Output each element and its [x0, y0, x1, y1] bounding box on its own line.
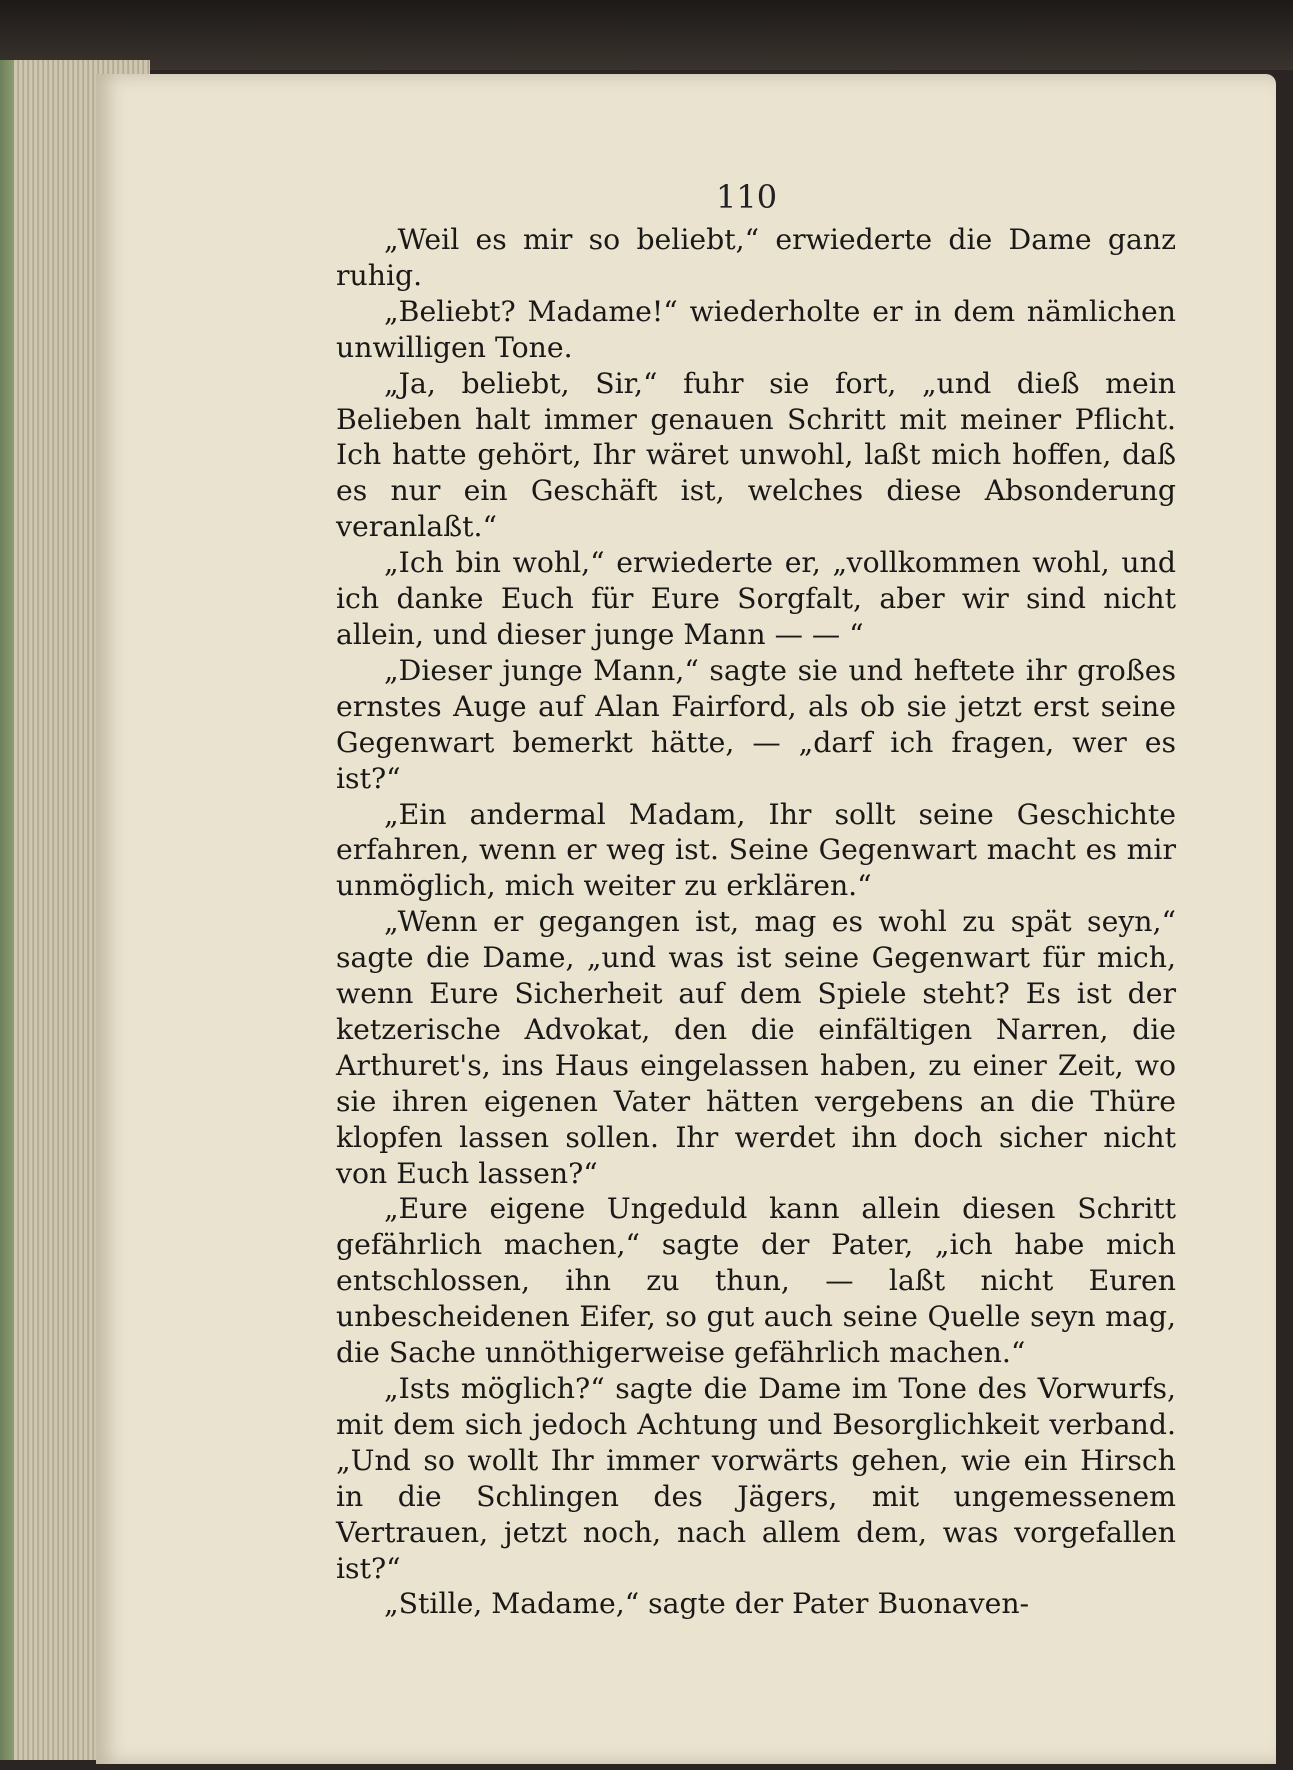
page-number: 110: [716, 178, 778, 216]
paragraph-6: „Ein andermal Madam, Ihr sollt seine Geschichte erfahren, wenn er weg ist. Seine Gegenwart macht es mir unmöglich, mich weiter zu erklären.“: [336, 797, 1176, 903]
paragraph-1: „Weil es mir so beliebt,“ erwiederte die Dame ganz ruhig.: [336, 223, 1176, 292]
paragraph-7: „Wenn er gegangen ist, mag es wohl zu spät seyn,“ sagte die Dame, „und was ist seine Gegenwart für mich, wenn Eure Sicherheit auf dem Spiele steht? Es ist der ketzerische Advokat, den die einfältigen Narren, die Arthuret's, ins Haus eingelassen haben, zu einer Zeit, wo sie ihren eigenen Vater hätten vergebens an die Thüre klopfen lassen sollen. Ihr werdet ihn doch sicher nicht von Euch lassen?“: [336, 905, 1176, 1190]
paragraph-8: „Eure eigene Ungeduld kann allein diesen Schritt gefährlich machen,“ sagte der Pater, „ich habe mich entschlossen, ihn zu thun, — laßt nicht Euren unbescheidenen Eifer, so gut auch seine Quelle seyn mag, die Sache unnöthigerweise gefährlich machen.“: [336, 1192, 1176, 1370]
paragraph-5: „Dieser junge Mann,“ sagte sie und heftete ihr großes ernstes Auge auf Alan Fairford, als ob sie jetzt erst seine Gegenwart bemerkt hätte, — „darf ich fragen, wer es ist?“: [336, 653, 1176, 795]
paragraph-4: „Ich bin wohl,“ erwiederte er, „vollkommen wohl, und ich danke Euch für Eure Sorgfalt, aber wir sind nicht allein, und dieser junge Mann — — “: [336, 546, 1176, 651]
paragraph-10: „Stille, Madame,“ sagte der Pater Buonaven-: [384, 1587, 1030, 1621]
page-text: [336, 222, 1176, 1622]
book-top-shadow: [0, 0, 1293, 70]
paragraph-2: „Beliebt? Madame!“ wiederholte er in dem nämlichen unwilligen Tone.: [336, 294, 1176, 364]
paragraph-9: „Ists möglich?“ sagte die Dame im Tone des Vorwurfs, mit dem sich jedoch Achtung und Besorglichkeit verband. „Und so wollt Ihr immer vorwärts gehen, wie ein Hirsch in die Schlingen des Jägers, mit ungemessenem Vertrauen, jetzt noch, nach allem dem, was vorgefallen ist?“: [336, 1372, 1176, 1585]
book-edge-green: [0, 60, 14, 1760]
paragraph-3: „Ja, beliebt, Sir,“ fuhr sie fort, „und dieß mein Belieben halt immer genauen Schritt mit meiner Pflicht. Ich hatte gehört, Ihr wäret unwohl, laßt mich hoffen, daß es nur ein Geschäft ist, welches diese Absonderung veranlaßt.“: [336, 366, 1176, 544]
